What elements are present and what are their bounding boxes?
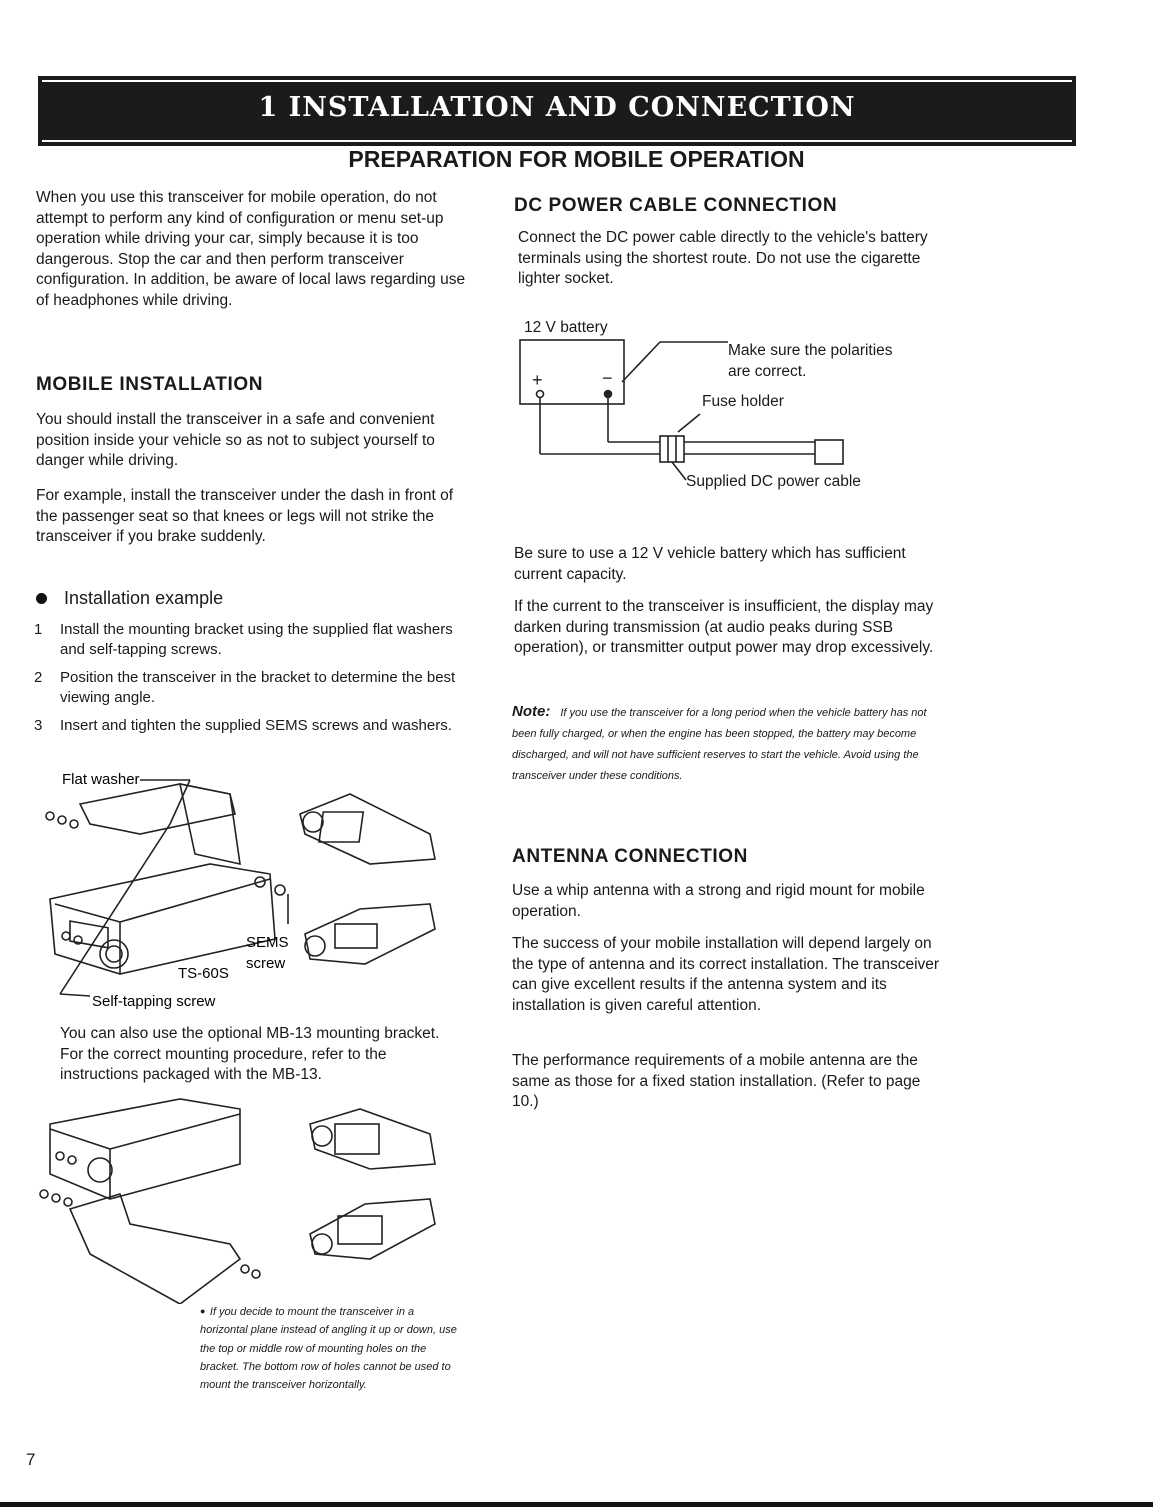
sems-label: SEMS: [246, 934, 289, 951]
side-view-2: [305, 904, 435, 964]
step-text: Position the transceiver in the bracket to determine the best viewing angle.: [60, 669, 456, 706]
dc-power-p1: Connect the DC power cable directly to the vehicle's battery terminals using the shortest route. Do not use the cigarette lighter socket.: [518, 229, 928, 287]
page-title: PREPARATION FOR MOBILE OPERATION: [348, 146, 805, 172]
side-view-4: [310, 1199, 435, 1259]
flat-washer-label: Flat washer: [62, 771, 140, 788]
step-number: 2: [34, 669, 43, 686]
dc-power-p3: If the current to the transceiver is insufficient, the display may darken during transmission (at audio peaks during SSB operation), or transmitter output power may drop excessively.: [514, 598, 934, 656]
list-item: [34, 668, 464, 708]
fuse-holder-label: Fuse holder: [702, 393, 784, 410]
model-label: TS-60S: [178, 965, 229, 982]
fuse-holder: [660, 436, 684, 462]
tuning-knob: [88, 1158, 112, 1182]
polarity-label-2: are correct.: [728, 363, 807, 380]
installation-figure: [30, 764, 470, 1014]
mobile-installation-p1: You should install the transceiver in a safe and convenient position inside your vehicle so as not to subject yourself to danger while driving.: [36, 411, 435, 469]
installation-example-label: Installation example: [64, 588, 224, 608]
dc-power-diagram: [510, 312, 930, 496]
dc-power-heading: DC POWER CABLE CONNECTION: [514, 195, 838, 216]
list-item: [34, 620, 464, 660]
antenna-p3: The performance requirements of a mobile antenna are the same as those for a fixed station installation. (Refer to page 10.): [512, 1052, 921, 1110]
bracket-side-shape: [180, 784, 240, 864]
installation-example-heading: [36, 588, 223, 609]
battery-label: 12 V battery: [524, 319, 608, 336]
step-text: Insert and tighten the supplied SEMS screws and washers.: [60, 717, 452, 734]
cable-label: Supplied DC power cable: [686, 473, 861, 490]
mobile-installation-heading: MOBILE INSTALLATION: [36, 374, 264, 395]
horizontal-mount-note: [200, 1302, 460, 1393]
self-tapping-label: Self-tapping screw: [92, 993, 216, 1010]
bottom-rule: [0, 1502, 1153, 1507]
note-label: Note:: [512, 703, 551, 720]
dc-power-p2: Be sure to use a 12 V vehicle battery which has sufficient current capacity.: [514, 545, 906, 583]
transceiver-body: [50, 1099, 240, 1199]
screw-label: screw: [246, 955, 286, 972]
step-text: Install the mounting bracket using the supplied flat washers and self-tapping screws.: [60, 621, 453, 658]
list-item: [34, 716, 464, 736]
intro-paragraph: When you use this transceiver for mobile operation, do not attempt to perform any kind of configuration or menu set-up operation while driving your car, simply because it is too dangerous. Stop the car and then perform transceiver configuration. In addition, be aware of local laws regarding use of headphones while driving.: [36, 189, 466, 309]
side-view-1: [300, 794, 435, 864]
antenna-p1: Use a whip antenna with a strong and rigid mount for mobile operation.: [512, 882, 925, 920]
antenna-heading: ANTENNA CONNECTION: [512, 846, 748, 867]
page-number: 7: [26, 1450, 36, 1469]
step-number: 1: [34, 621, 43, 638]
antenna-p2: The success of your mobile installation will depend largely on the type of antenna and its correct installation. The transceiver can give excellent results if the antenna system and its installation is given careful attention.: [512, 935, 940, 1014]
side-view-3: [310, 1109, 435, 1169]
positive-terminal: [537, 391, 544, 398]
step-number: 3: [34, 717, 43, 734]
note-block: [512, 701, 942, 787]
mb13-figure: [30, 1094, 470, 1304]
polarity-label-1: Make sure the polarities: [728, 342, 893, 359]
power-plug: [815, 440, 843, 464]
mb13-paragraph: You can also use the optional MB-13 mounting bracket. For the correct mounting procedure, refer to the instructions packaged with the MB-13.: [60, 1025, 440, 1083]
section-title: 1 INSTALLATION AND CONNECTION: [258, 92, 856, 123]
minus-label: −: [602, 368, 613, 388]
horizontal-mount-note-text: If you decide to mount the transceiver in a horizontal plane instead of angling it up or down, use the top or middle row of mounting holes on the bracket. The bottom row of holes cannot be used to mount the transceiver horizontally.: [200, 1306, 457, 1392]
installation-steps: [34, 620, 464, 744]
plus-label: +: [532, 370, 543, 390]
bullet-icon: [36, 593, 47, 604]
tuning-knob: [100, 940, 128, 968]
mobile-installation-p2: For example, install the transceiver under the dash in front of the passenger seat so that knees or legs will not strike the transceiver if you brake suddenly.: [36, 487, 453, 545]
negative-terminal: [605, 391, 612, 398]
mb13-bracket-shape: [70, 1194, 240, 1304]
bullet-icon: ●: [200, 1305, 206, 1316]
bracket-top-shape: [80, 784, 235, 834]
note-text: If you use the transceiver for a long period when the vehicle battery has not been fully charged, or when the engine has been stopped, the battery may become discharged, and will not have sufficient reserves to start the vehicle. Avoid using the transceiver under these conditions.: [512, 707, 927, 782]
